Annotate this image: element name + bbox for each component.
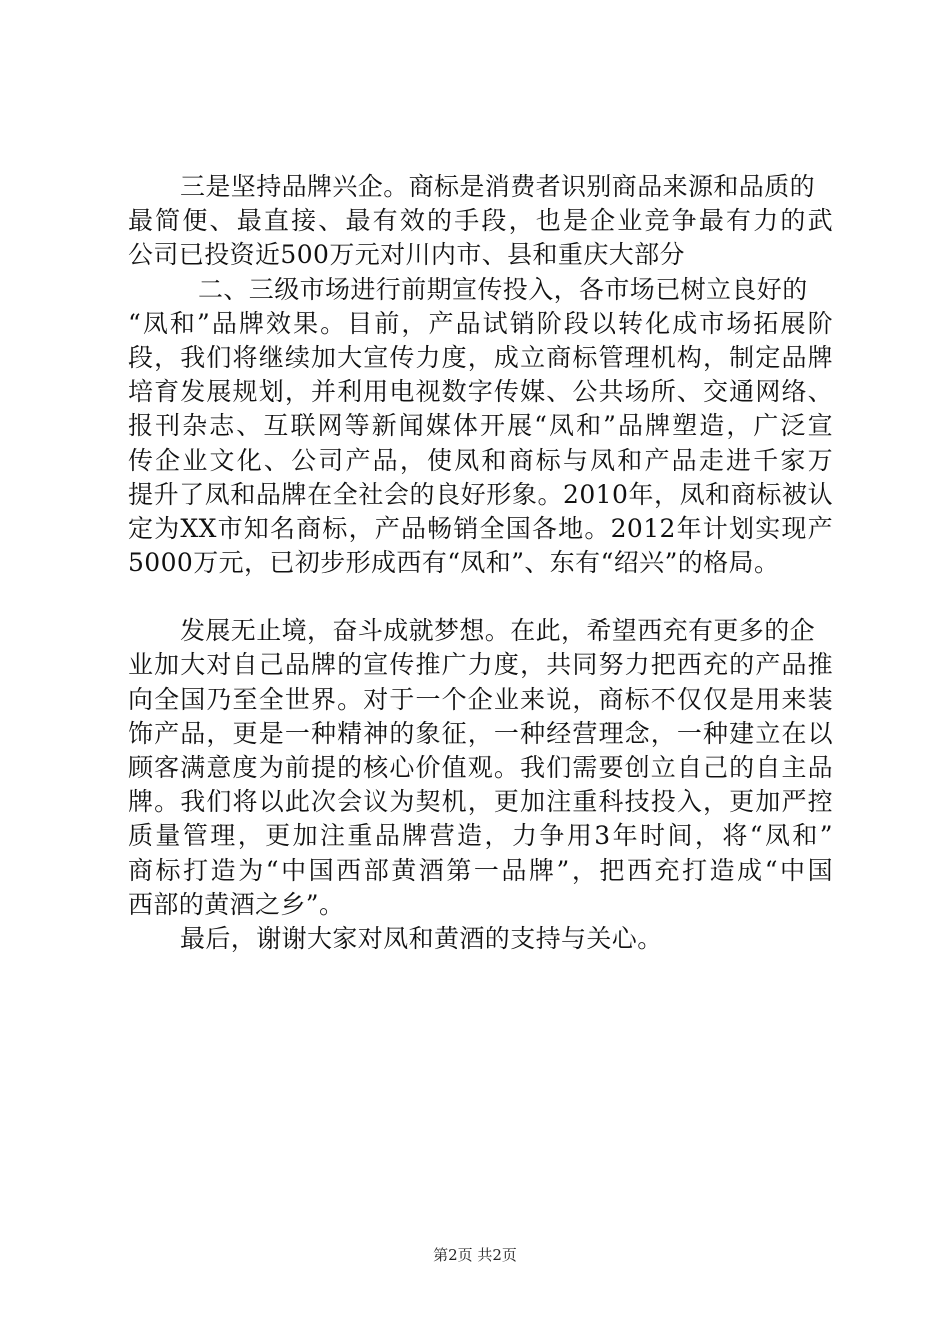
text-line: 顾客满意度为前提的核心价值观。我们需要创立自己的自主品 [128,753,833,782]
paragraph-gap [128,580,833,614]
text-line: 三是坚持品牌兴企。商标是消费者识别商品来源和品质的 [180,172,816,201]
text-line: 向全国乃至全世界。对于一个企业来说，商标不仅仅是用来装 [128,684,833,714]
text-line: 定为XX市知名商标，产品畅销全国各地。2012年计划实现产 [128,513,833,543]
text-line: 最简便、最直接、最有效的手段，也是企业竞争最有力的武 [128,206,833,236]
paragraph-market-promotion [128,273,833,581]
paragraph-development-vision [128,614,833,922]
text-line: 业加大对自己品牌的宣传推广力度，共同努力把西充的产品推 [128,650,833,680]
text-line: 最后，谢谢大家对凤和黄酒的支持与关心。 [180,923,663,953]
text-line: 发展无止境，奋斗成就梦想。在此，希望西充有更多的企 [180,616,816,646]
page-number-footer: 第2页 共2页 [433,1246,517,1264]
text-line: “凤和”品牌效果。目前，产品试销阶段以转化成市场拓展阶 [128,308,833,338]
paragraph-closing-thanks [128,922,833,956]
text-line: 段，我们将继续加大宣传力度，成立商标管理机构，制定品牌 [128,342,833,372]
text-line: 提升了凤和品牌在全社会的良好形象。2010年，凤和商标被认 [128,479,833,509]
text-line: 二、三级市场进行前期宣传投入，各市场已树立良好的 [198,274,808,304]
text-line: 饰产品，更是一种精神的象征，一种经营理念，一种建立在以 [128,718,833,748]
paragraph-brand-strategy [128,170,833,273]
text-line: 商标打造为“中国西部黄酒第一品牌”，把西充打造成“中国 [128,855,833,885]
text-line: 质量管理，更加注重品牌营造，力争用3年时间，将“凤和” [128,821,833,851]
text-line: 传企业文化、公司产品，使凤和商标与凤和产品走进千家万 [128,445,833,475]
text-line: 培育发展规划，并利用电视数字传媒、公共场所、交通网络、 [128,377,833,407]
text-line: 公司已投资近500万元对川内市、县和重庆大部分 [128,240,685,270]
document-body [128,170,833,956]
text-line: 西部的黄酒之乡”。 [128,889,345,919]
text-line: 报刊杂志、互联网等新闻媒体开展“凤和”品牌塑造，广泛宣 [128,411,833,441]
text-line: 5000万元，已初步形成西有“凤和”、东有“绍兴”的格局。 [128,548,780,578]
text-line: 牌。我们将以此次会议为契机，更加注重科技投入，更加严控 [128,787,833,817]
